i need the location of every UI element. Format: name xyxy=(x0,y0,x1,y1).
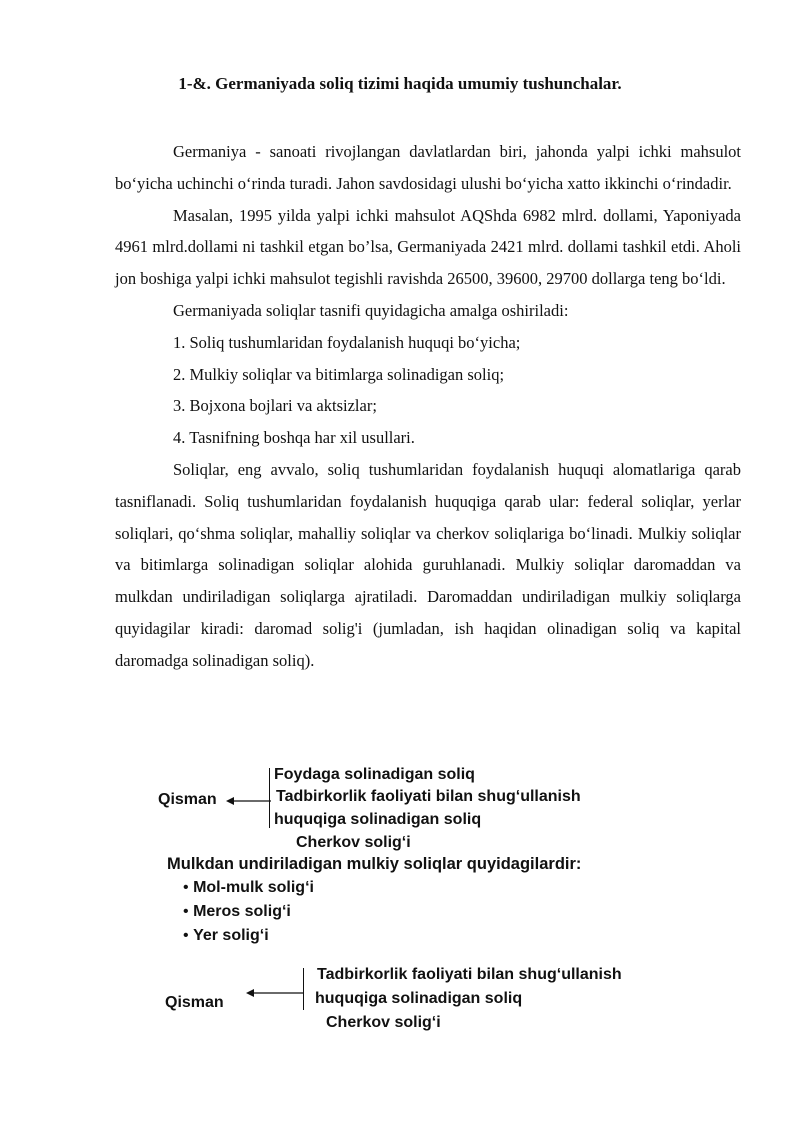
list-item: 4. Tasnifning boshqa har xil usullari. xyxy=(173,428,415,448)
diagram-item: Cherkov solig‘i xyxy=(296,834,411,851)
bullet-item: • Meros solig‘i xyxy=(183,903,291,920)
diagram-item: Cherkov solig‘i xyxy=(326,1014,441,1031)
diagram-item: huquqiga solinadigan soliq xyxy=(315,990,523,1007)
diagram-item: huquqiga solinadigan soliq xyxy=(274,811,482,828)
bullet-icon: • xyxy=(183,903,189,920)
diagram-left-label: Qisman xyxy=(165,994,224,1011)
arrow-left-icon xyxy=(246,987,304,999)
diagram-item: Foydaga solinadigan soliq xyxy=(274,766,475,783)
bracket-line xyxy=(303,968,304,1010)
bracket-line xyxy=(269,768,270,828)
paragraph-intro: Germaniya - sanoati rivojlangan davlatlardan biri, jahonda yalpi ichki mahsulot bo‘yicha uchinchi o‘rinda turadi. Jahon savdosidagi ulushi bo‘yicha xatto ikkinchi o‘rindadir. xyxy=(115,142,741,193)
paragraph-classification: Germaniyada soliqlar tasnifi quyidagicha amalga oshiriladi: xyxy=(173,300,569,320)
arrow-left-icon xyxy=(226,795,271,807)
list-item: 1. Soliq tushumlaridan foydalanish huquqi bo‘yicha; xyxy=(173,332,521,352)
list-item: 3. Bojxona bojlari va aktsizlar; xyxy=(173,396,377,416)
paragraph-tax-rights: Soliqlar, eng avvalo, soliq tushumlaridan foydalanish huquqi alomatlariga qarab tasniflanadi. Soliq tushumlaridan foydalanish huquqiga qarab ular: federal soliqlar, yerlar soliqlari, qo‘shma soliqlar, mahalliy soliqlar va cherkov soliqlariga bo‘linadi. Mulkiy soliqlar va bitimlarga solinadigan soliqlar alohida guruhlanadi. Mulkiy soliqlar daromaddan va mulkdan undiriladigan soliqlarga ajratiladi. Daromaddan undiriladigan mulkiy soliqlarga quyidagilar kiradi: daromad solig'i (jumladan, ish haqidan olinadigan soliq va kapital daromadga solinadigan soliq). xyxy=(115,459,741,670)
paragraph-gdp: Masalan, 1995 yilda yalpi ichki mahsulot AQShda 6982 mlrd. dollami, Yaponiyada 4961 mlrd.dollami ni tashkil etgan bo’lsa, Germaniyada 2421 mlrd. dollami tashkil etdi. Aholi jon boshiga yalpi ichki mahsulot tegishli ravishda 26500, 39600, 29700 dollarga teng bo‘ldi. xyxy=(115,205,741,289)
diagram-item: Tadbirkorlik faoliyati bilan shug‘ullanish xyxy=(276,788,581,805)
property-heading: Mulkdan undiriladigan mulkiy soliqlar quyidagilardir: xyxy=(167,855,582,873)
bullet-item: • Mol-mulk solig‘i xyxy=(183,879,314,896)
bullet-item: • Yer solig‘i xyxy=(183,927,269,944)
diagram-item: Tadbirkorlik faoliyati bilan shug‘ullanish xyxy=(317,966,622,983)
bullet-icon: • xyxy=(183,927,189,944)
diagram-left-label: Qisman xyxy=(158,791,217,808)
page-title: 1-&. Germaniyada soliq tizimi haqida umumiy tushunchalar. xyxy=(178,74,622,93)
list-item: 2. Mulkiy soliqlar va bitimlarga solinadigan soliq; xyxy=(173,364,505,384)
bullet-icon: • xyxy=(183,879,189,896)
